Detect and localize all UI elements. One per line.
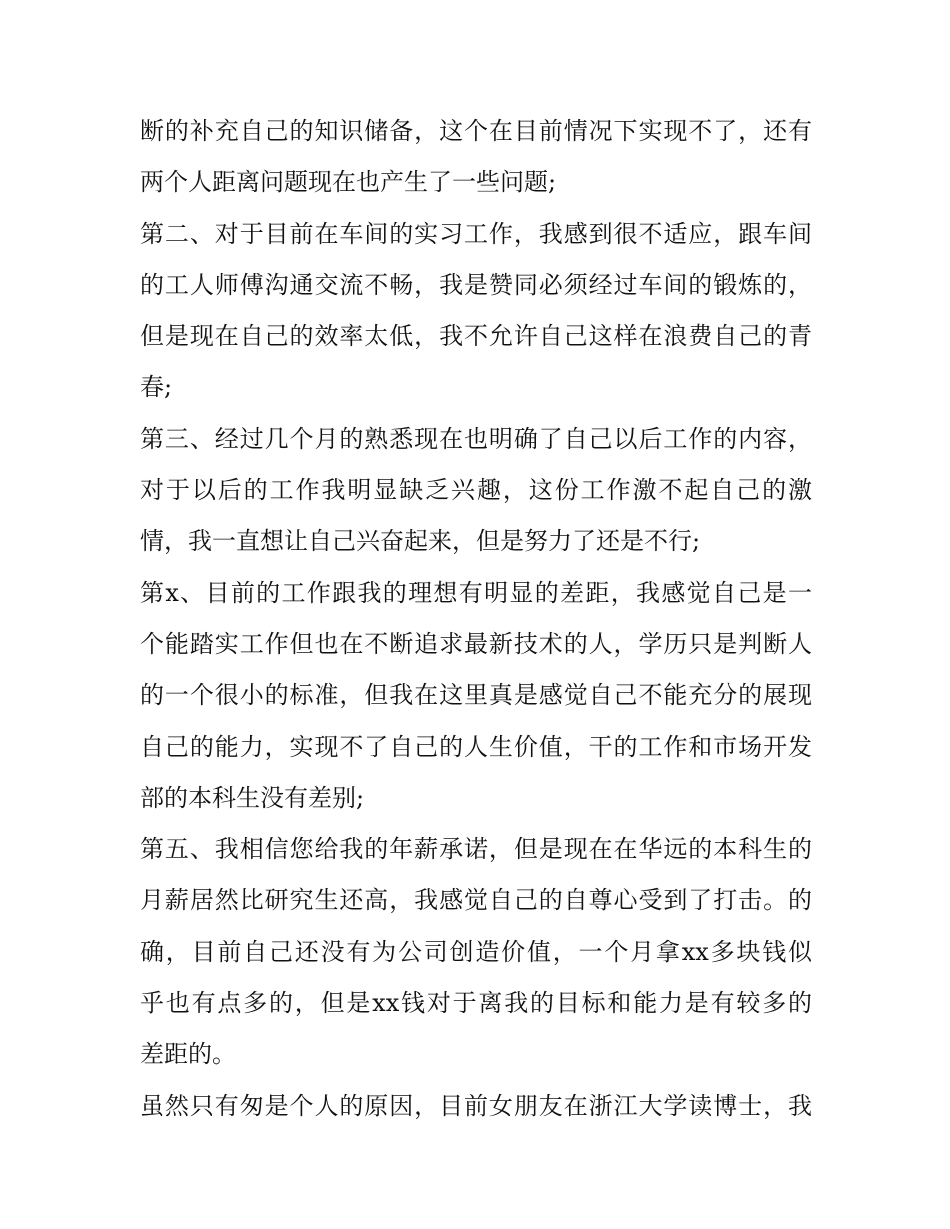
text-line: 第x、目前的工作跟我的理想有明显的差距，我感觉自己是一 — [140, 578, 812, 607]
text-line: 差距的。 — [140, 1040, 236, 1069]
text-line: 第二、对于目前在车间的实习工作，我感到很不适应，跟车间 — [140, 219, 812, 248]
text-line: 的工人师傅沟通交流不畅，我是赞同必须经过车间的锻炼的， — [140, 270, 812, 299]
text-line: 情，我一直想让自己兴奋起来，但是努力了还是不行; — [140, 527, 701, 556]
body-text — [140, 106, 812, 1132]
text-line: 第五、我相信您给我的年薪承诺，但是现在在华远的本科生的 — [140, 835, 812, 864]
text-line: 第三、经过几个月的熟悉现在也明确了自己以后工作的内容， — [140, 424, 812, 453]
text-line: 对于以后的工作我明显缺乏兴趣，这份工作激不起自己的激 — [140, 476, 812, 505]
text-line: 两个人距离问题现在也产生了一些问题; — [140, 168, 557, 197]
text-line: 自己的能力，实现不了自己的人生价值，干的工作和市场开发 — [140, 732, 812, 761]
text-line: 虽然只有匆是个人的原因，目前女朋友在浙江大学读博士，我 — [140, 1091, 812, 1120]
text-line: 春; — [140, 373, 173, 402]
text-line: 确，目前自己还没有为公司创造价值，一个月拿xx多块钱似 — [140, 937, 812, 966]
text-line: 但是现在自己的效率太低，我不允许自己这样在浪费自己的青 — [140, 322, 812, 351]
text-line: 的一个很小的标准，但我在这里真是感觉自己不能充分的展现 — [140, 681, 812, 710]
text-line: 部的本科生没有差别; — [140, 783, 365, 812]
text-line: 个能踏实工作但也在不断追求最新技术的人，学历只是判断人 — [140, 629, 812, 658]
text-line: 乎也有点多的，但是xx钱对于离我的目标和能力是有较多的 — [140, 989, 812, 1018]
text-line: 月薪居然比研究生还高，我感觉自己的自尊心受到了打击。的 — [140, 886, 812, 915]
text-line: 断的补充自己的知识储备，这个在目前情况下实现不了，还有 — [140, 117, 812, 145]
